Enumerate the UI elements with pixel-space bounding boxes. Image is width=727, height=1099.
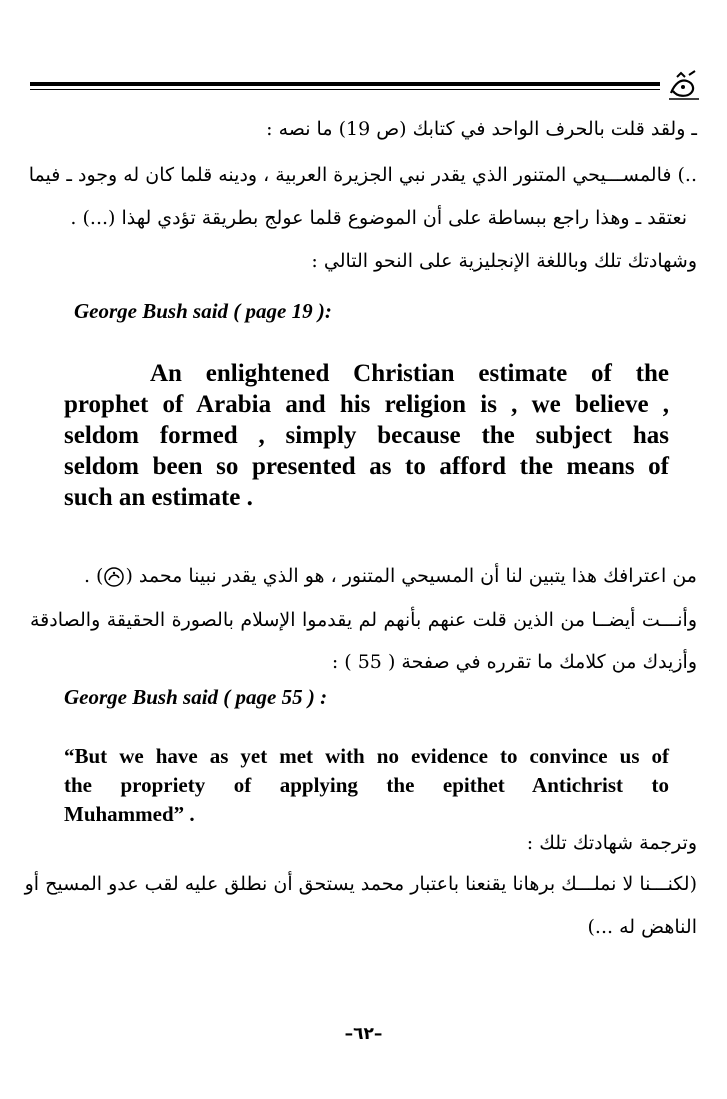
quote-line: Muhammed” . [64, 802, 195, 826]
arabic-line: ..) فالمســـيحي المتنور الذي يقدر نبي الجزيرة العربية ، ودينه قلما كان له وجود ـ فيما [28, 164, 697, 186]
arabic-line: وأنـــت أيضــا من الذين قلت عنهم بأنهم لم يقدموا الإسلام بالصورة الحقيقة والصادقة [30, 609, 697, 631]
arabic-text: من اعترافك هذا يتبين لنا أن المسيحي المتنور ، هو الذي يقدر نبينا محمد [138, 565, 697, 587]
quote-line: An enlightened Christian estimate of the [150, 360, 669, 387]
quote-line: “But we have as yet met with no evidence to convince us of [64, 744, 669, 768]
pbuh-inline-icon [103, 566, 125, 588]
arabic-line: (لكنـــنا لا نملـــك برهانا يقنعنا باعتبار محمد يستحق أن نطلق عليه لقب عدو المسيح أو [24, 873, 697, 895]
arabic-line: الناهض له ...) [587, 916, 697, 938]
pbuh-calligraphy-icon [666, 68, 702, 102]
arabic-line: وأزيدك من كلامك ما تقرره في صفحة ( 55 ) : [331, 651, 697, 673]
header-rule-thin [30, 89, 660, 90]
quote-caption: George Bush said ( page 19 ): [74, 299, 332, 323]
arabic-line: نعتقد ـ وهذا راجع ببساطة على أن الموضوع قلما عولج بطريقة تؤدي لهذا (...) . [70, 207, 687, 229]
arabic-line: وترجمة شهادتك تلك : [526, 832, 697, 854]
english-quote-block [64, 742, 669, 829]
quote-line: the propriety of applying the epithet Antichrist to [64, 773, 669, 797]
page-number: –٦٢– [344, 1024, 383, 1044]
english-quote-block [64, 358, 669, 513]
arabic-line: من اعترافك هذا يتبين لنا أن المسيحي المتنور ، هو الذي يقدر نبينا محمد () . [83, 565, 697, 587]
quote-line: seldom been so presented as to afford the means of [64, 453, 669, 480]
arabic-line: ـ ولقد قلت بالحرف الواحد في كتابك (ص 19) ما نصه : [266, 118, 697, 140]
header-rule-thick [30, 82, 660, 86]
quote-line: seldom formed , simply because the subject has [64, 422, 669, 449]
quote-caption: George Bush said ( page 55 ) : [64, 685, 328, 709]
quote-line: prophet of Arabia and his religion is , we believe , [64, 391, 669, 418]
arabic-line: وشهادتك تلك وباللغة الإنجليزية على النحو التالي : [311, 250, 697, 272]
quote-line: such an estimate . [64, 484, 253, 511]
